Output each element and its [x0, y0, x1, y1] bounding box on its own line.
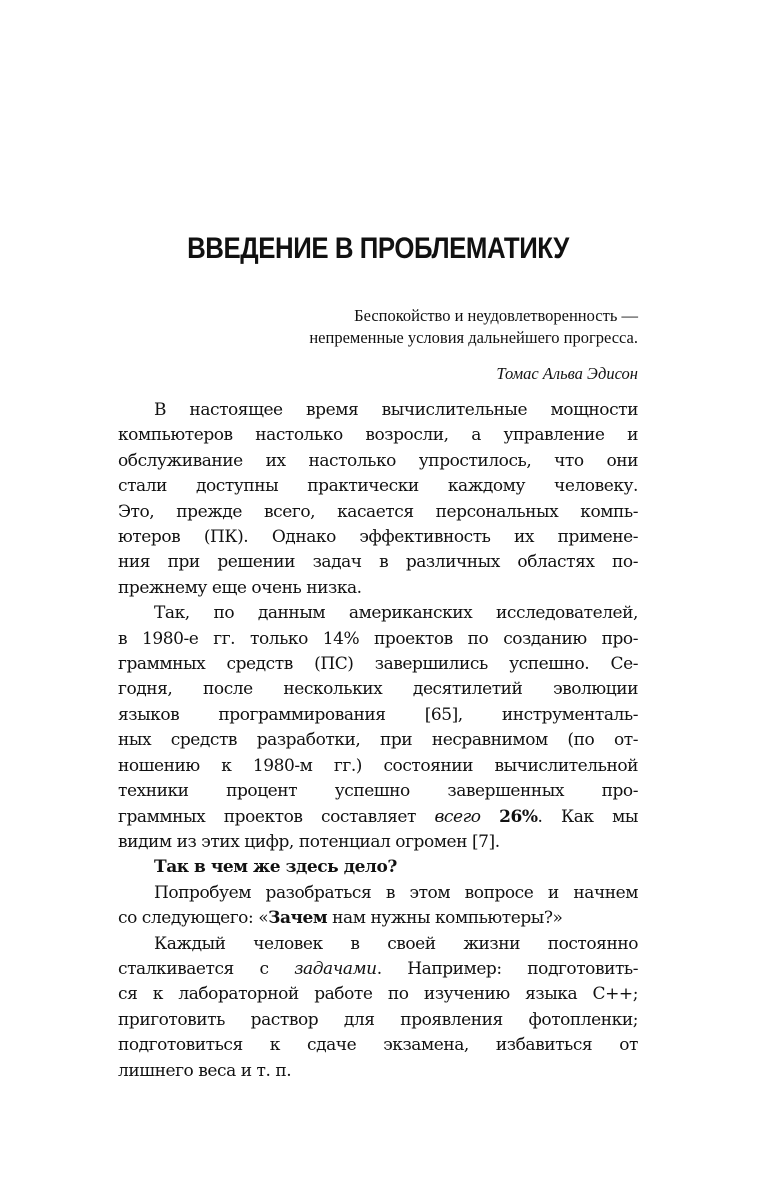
text-run: . Как мы [537, 806, 638, 827]
text-line: ношению к 1980-м гг.) состоянии вычислительной [118, 755, 638, 776]
paragraph-3 [118, 855, 638, 880]
epigraph-line: непременные условия дальнейшего прогресса. [309, 328, 638, 347]
bold-question: Так в чем же здесь дело? [154, 857, 397, 878]
text-line: Каждый человек в своей жизни постоянно [154, 933, 638, 954]
text-run: граммных проектов составляет [118, 806, 435, 827]
text-line: в 1980-е гг. только 14% проектов по созданию про- [118, 628, 638, 649]
body-text [118, 398, 638, 1084]
text-line: Попробуем разобраться в этом вопросе и начнем [154, 882, 638, 903]
text-run: нам нужны компьютеры?» [327, 908, 563, 929]
text-line: В настоящее время вычислительные мощности [154, 400, 638, 420]
text-line: ния при решении задач в различных областях по- [118, 552, 638, 573]
text-line: лишнего веса и т. п. [118, 1060, 292, 1081]
italic-emphasis: задачами [294, 958, 377, 979]
text-line [118, 957, 638, 982]
paragraph-4 [118, 881, 638, 932]
text-line: ных средств разработки, при несравнимом (по от- [118, 730, 638, 751]
text-line: техники процент успешно завершенных про- [118, 781, 638, 802]
text-line: граммных средств (ПС) завершились успешно. Се- [118, 654, 638, 675]
text-line: языков программирования [65], инструменталь- [118, 704, 638, 725]
text-line: компьютеров настолько возросли, а управление и [118, 425, 638, 446]
text-line: подготовиться к сдаче экзамена, избавиться от [118, 1035, 638, 1056]
text-line: ютеров (ПК). Однако эффективность их примене- [118, 527, 638, 548]
epigraph-line: Беспокойство и неудовлетворенность — [354, 306, 638, 325]
epigraph-author: Томас Альва Эдисон [496, 364, 638, 383]
paragraph-1 [118, 398, 638, 601]
text-line: приготовить раствор для проявления фотопленки; [118, 1009, 638, 1030]
text-line [118, 855, 638, 880]
text-line: обслуживание их настолько упростилось, что они [118, 450, 638, 471]
italic-emphasis: всего [434, 806, 481, 827]
text-run: . Например: подготовить- [376, 958, 638, 979]
text-line: прежнему еще очень низка. [118, 577, 362, 598]
text-line [118, 805, 638, 830]
epigraph [309, 305, 638, 385]
paragraph-5 [118, 932, 638, 1084]
text-run: со следующего: « [118, 908, 269, 929]
text-line: стали доступны практически каждому человеку. [118, 476, 638, 497]
text-line: годня, после нескольких десятилетий эволюции [118, 679, 638, 700]
text-run: сталкивается с [118, 958, 295, 979]
text-line: ся к лабораторной работе по изучению языка С++; [118, 984, 638, 1005]
text-line [118, 906, 638, 931]
text-line: Так, по данным американских исследователей, [154, 603, 638, 624]
text-line: Это, прежде всего, касается персональных компь- [118, 501, 638, 522]
chapter-title: ВВЕДЕНИЕ В ПРОБЛЕМАТИКУ [187, 232, 569, 265]
paragraph-2 [118, 601, 638, 855]
bold-emphasis: 26% [499, 806, 538, 827]
text-line: видим из этих цифр, потенциал огромен [7]. [118, 831, 500, 852]
bold-emphasis: Зачем [268, 908, 328, 929]
